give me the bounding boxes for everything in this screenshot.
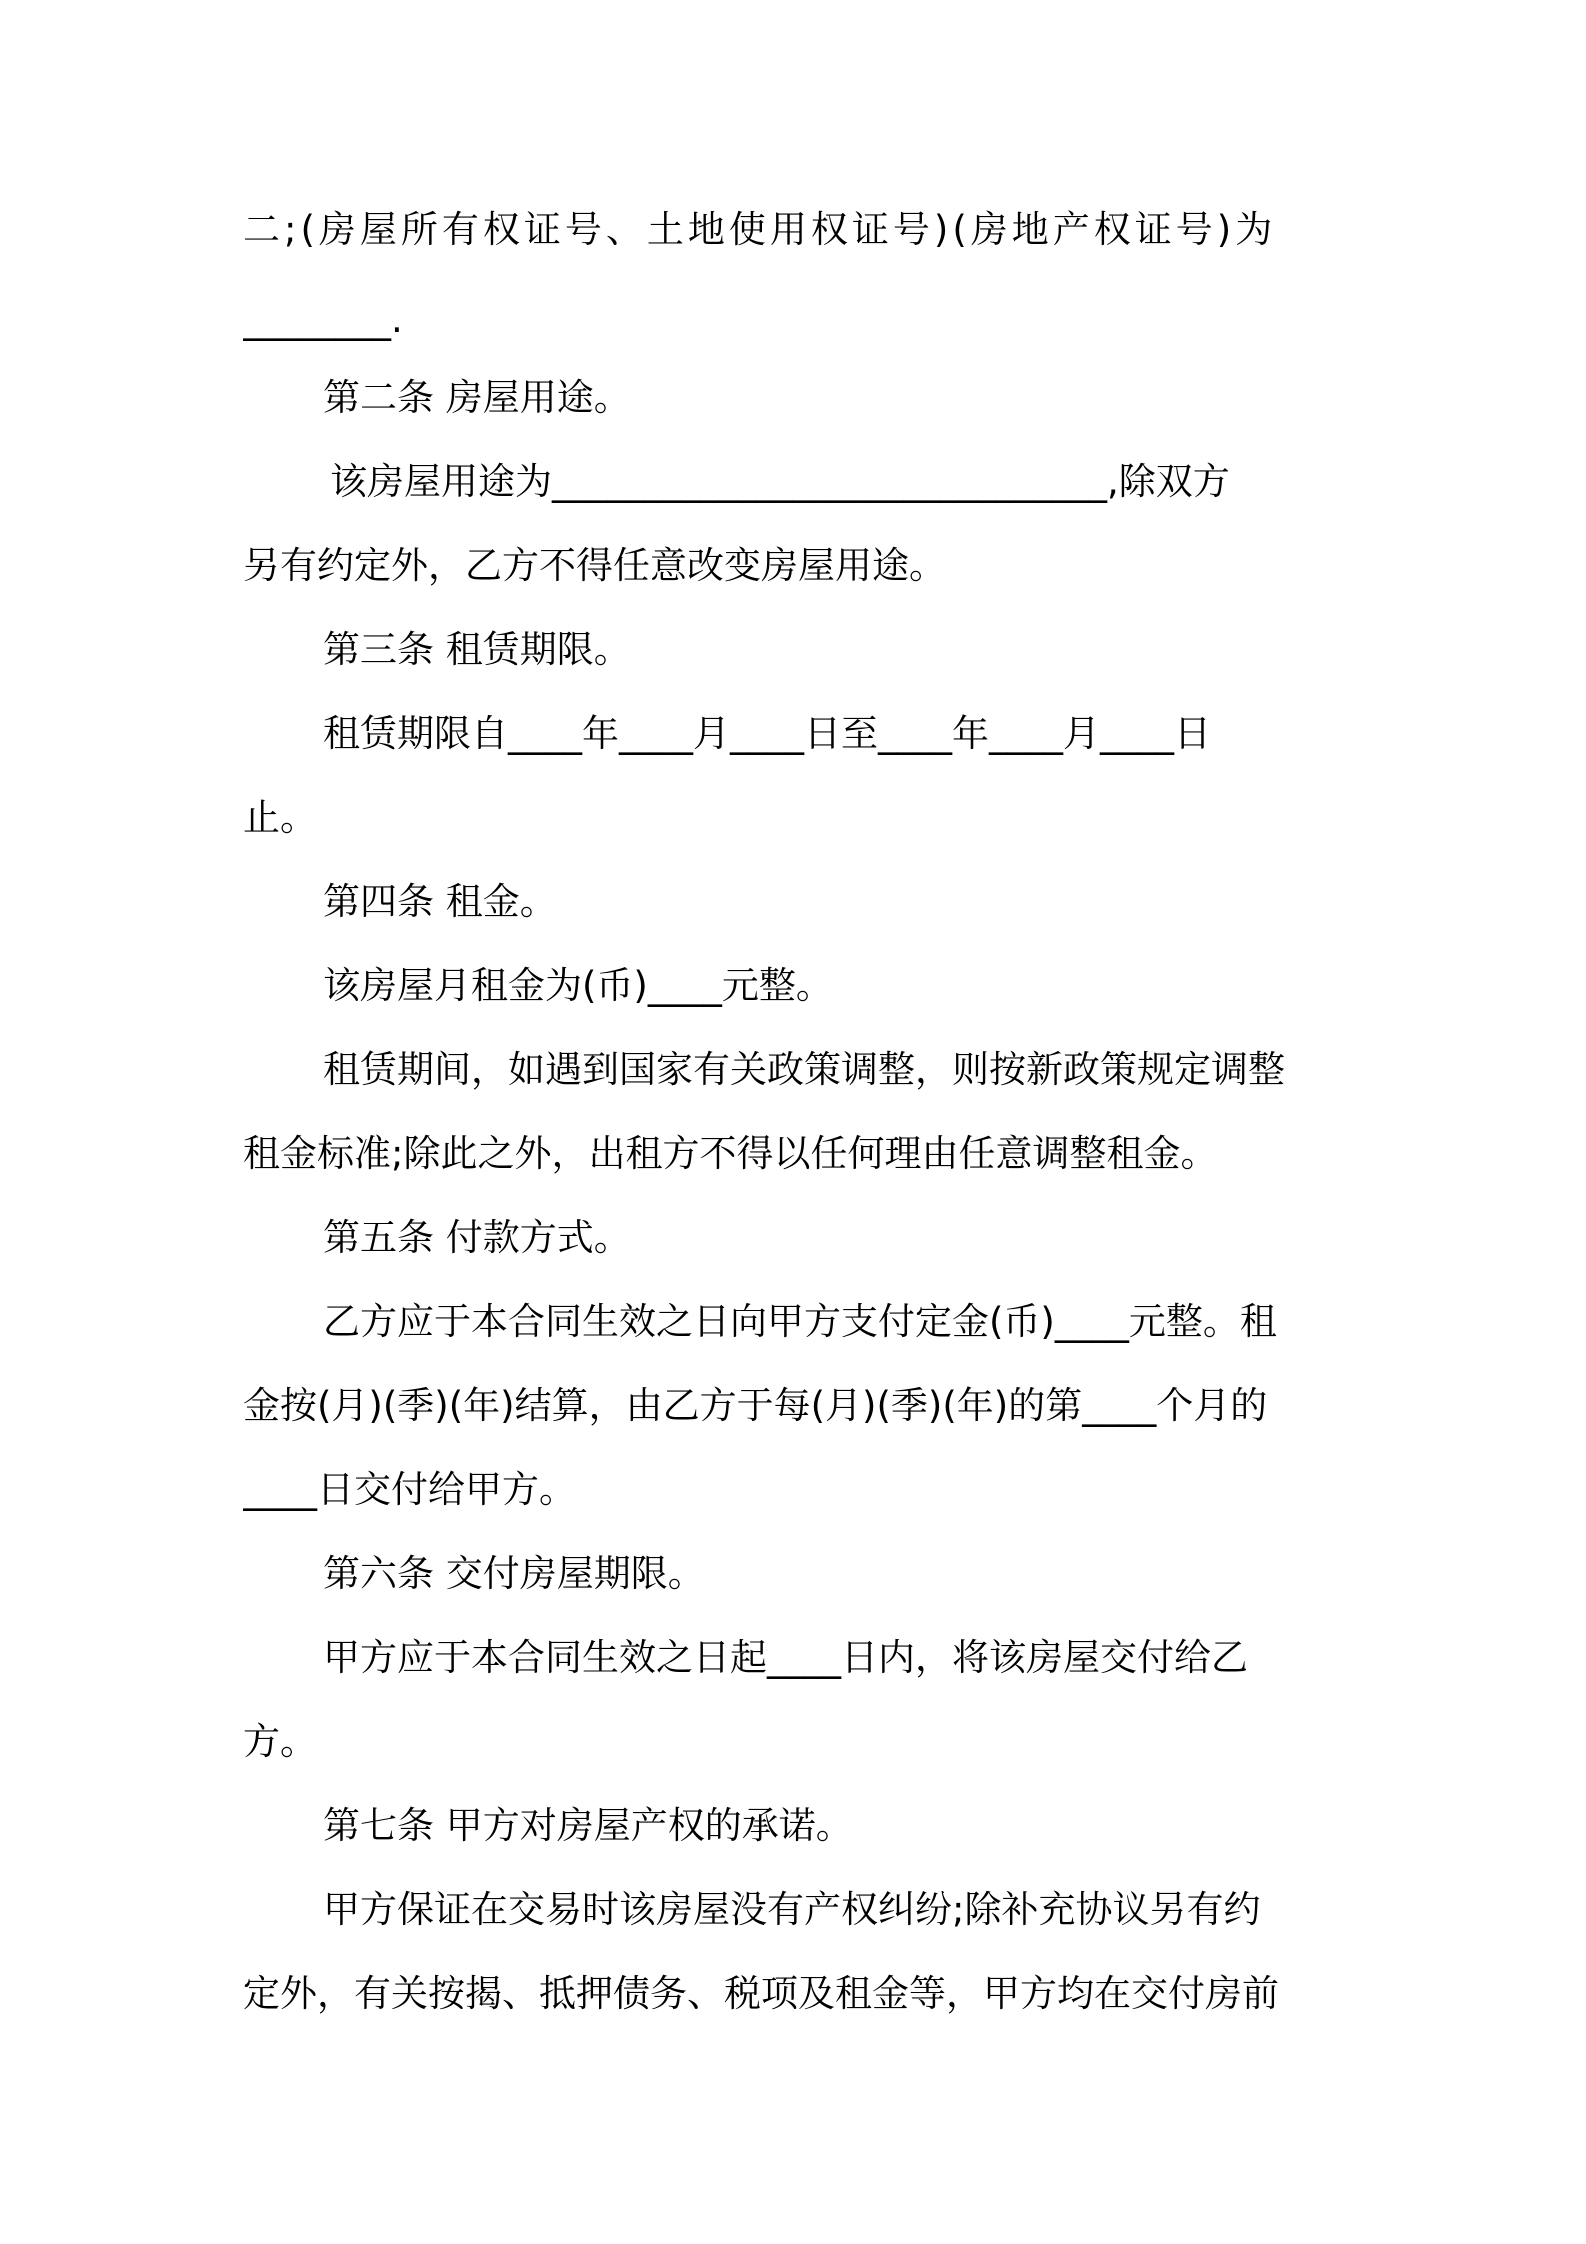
text-line: 租金标准;除此之外，出租方不得以任何理由任意调整租金。 (243, 1132, 1218, 1175)
text-line: 方。 (243, 1720, 317, 1763)
article-heading: 第五条 付款方式。 (323, 1216, 631, 1259)
text-line: ____日交付给甲方。 (243, 1468, 576, 1511)
text-line: 该房屋月租金为(币)____元整。 (323, 964, 833, 1007)
text-line: 甲方应于本合同生效之日起____日内，将该房屋交付给乙 (323, 1636, 1248, 1679)
article-heading: 第四条 租金。 (323, 880, 557, 923)
article-heading: 第六条 交付房屋期限。 (323, 1552, 705, 1595)
text-line: ________. (243, 298, 403, 341)
text-line: 止。 (243, 796, 317, 839)
text-line: 租赁期间，如遇到国家有关政策调整，则按新政策规定调整 (323, 1048, 1285, 1091)
text-line: 二;(房屋所有权证号、土地使用权证号)(房地产权证号)为 (243, 208, 1277, 251)
text-line: 另有约定外，乙方不得任意改变房屋用途。 (243, 544, 946, 587)
text-line: 金按(月)(季)(年)结算，由乙方于每(月)(季)(年)的第____个月的 (243, 1384, 1268, 1427)
article-heading: 第三条 租赁期限。 (323, 628, 631, 671)
text-line: 乙方应于本合同生效之日向甲方支付定金(币)____元整。租 (323, 1300, 1277, 1343)
text-line: 该房屋用途为______________________________,除双方 (330, 460, 1230, 503)
article-heading: 第二条 房屋用途。 (323, 376, 631, 419)
text-line: 甲方保证在交易时该房屋没有产权纠纷;除补充协议另有约 (323, 1888, 1261, 1931)
text-line: 租赁期限自____年____月____日至____年____月____日 (323, 712, 1211, 755)
text-line: 定外，有关按揭、抵押债务、税项及租金等，甲方均在交付房前 (243, 1972, 1279, 2015)
article-heading: 第七条 甲方对房屋产权的承诺。 (323, 1804, 853, 1847)
